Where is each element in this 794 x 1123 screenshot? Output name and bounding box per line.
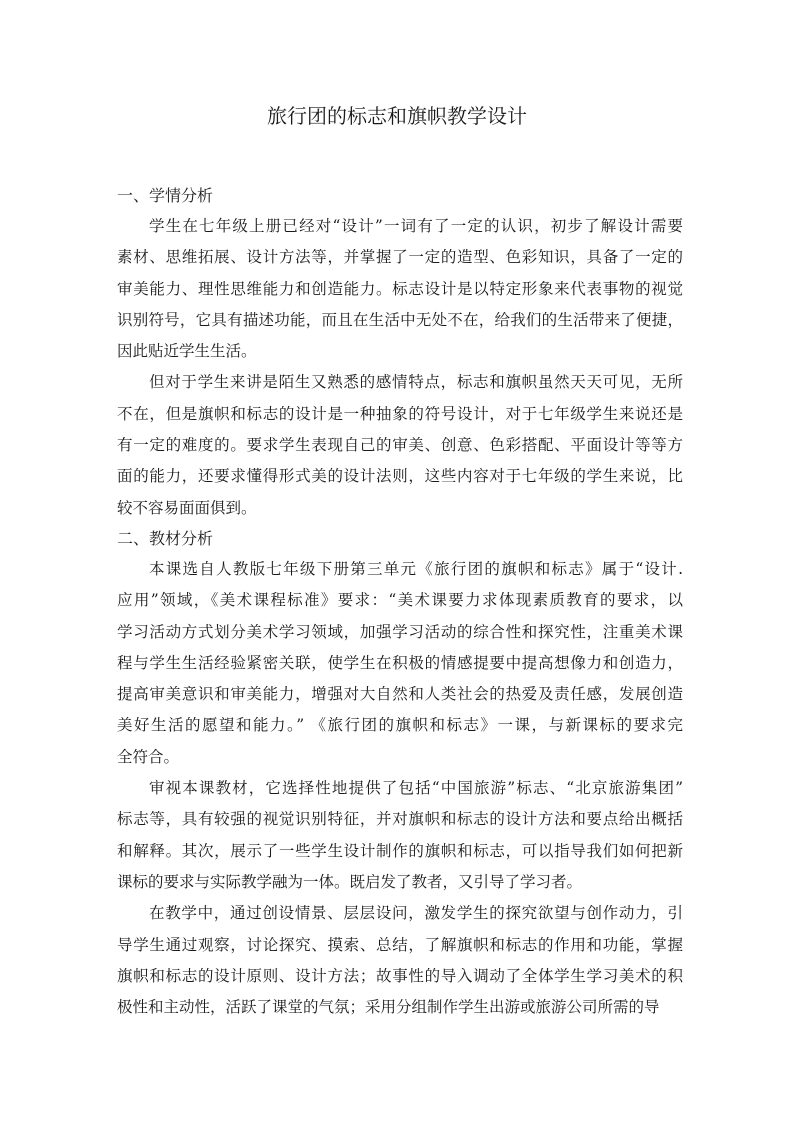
text-line: 旗帜和标志的设计原则、设计方法；故事性的导入调动了全体学生学习美术的积 — [117, 966, 683, 985]
text-line: 不在，但是旗帜和标志的设计是一种抽象的符号设计，对于七年级学生来说还是 — [117, 404, 683, 423]
paragraph — [117, 898, 683, 1023]
text-line: 本课选自人教版七年级下册第三单元《旅行团的旗帜和标志》属于“设计. — [149, 559, 683, 578]
text-line: 较不容易面面俱到。 — [117, 498, 257, 517]
text-line: 极性和主动性，活跃了课堂的气氛；采用分组制作学生出游或旅游公司所需的导 — [117, 998, 660, 1017]
text-line: 导学生通过观察，讨论探究、摸索、总结，了解旗帜和标志的作用和功能，掌握 — [117, 935, 683, 954]
paragraph — [117, 773, 683, 898]
text-line: 面的能力，还要求懂得形式美的设计法则，这些内容对于七年级的学生来说，比 — [117, 467, 683, 486]
text-line: 全符合。 — [117, 747, 180, 766]
text-line: 美好生活的愿望和能力。” 《旅行团的旗帜和标志》一课，与新课标的要求完 — [117, 716, 683, 735]
paragraph — [117, 367, 683, 523]
section-heading: 一、学情分析 — [117, 186, 214, 205]
text-line: 因此贴近学生生活。 — [117, 342, 257, 361]
text-line: 学生在七年级上册已经对“设计”一词有了一定的认识，初步了解设计需要 — [149, 217, 683, 235]
text-line: 和解释。其次，展示了一些学生设计制作的旗帜和标志，可以指导我们如何把新 — [117, 841, 683, 860]
text-line: 识别符号，它具有描述功能，而且在生活中无处不在，给我们的生活带来了便捷， — [117, 310, 683, 329]
text-line: 有一定的难度的。要求学生表现自己的审美、创意、色彩搭配、平面设计等等方 — [117, 436, 683, 455]
text-line: 审美能力、理性思维能力和创造能力。标志设计是以特定形象来代表事物的视觉 — [117, 279, 683, 298]
section-heading: 二、教材分析 — [117, 528, 214, 548]
paragraph — [117, 554, 683, 773]
text-line: 提高审美意识和审美能力，增强对大自然和人类社会的热爱及责任感，发展创造 — [117, 685, 683, 704]
text-line: 程与学生生活经验紧密关联，使学生在积极的情感提要中提高想像力和创造力， — [117, 653, 683, 672]
text-line: 课标的要求与实际教学融为一体。既启发了教者，又引导了学习者。 — [117, 872, 583, 891]
text-line: 审视本课教材，它选择性地提供了包括“中国旅游”标志、“北京旅游集团” — [149, 779, 683, 798]
text-line: 在教学中，通过创设情景、层层设问，激发学生的探究欲望与创作动力，引 — [149, 904, 683, 923]
document-title: 旅行团的标志和旗帜教学设计 — [267, 104, 527, 128]
text-line: 学习活动方式划分美术学习领域，加强学习活动的综合性和探究性，注重美术课 — [117, 622, 683, 641]
text-line: 标志等，具有较强的视觉识别特征，并对旗帜和标志的设计方法和要点给出概括 — [117, 810, 683, 829]
text-line: 但对于学生来讲是陌生又熟悉的感情特点，标志和旗帜虽然天天可见，无所 — [149, 373, 683, 392]
text-line: 应用”领域，《美术课程标准》要求：“美术课要力求体现素质教育的要求，以 — [117, 591, 683, 610]
document-body — [117, 181, 683, 1023]
paragraph — [117, 211, 683, 367]
text-line: 素材、思维拓展、设计方法等，并掌握了一定的造型、色彩知识，具备了一定的 — [117, 248, 683, 267]
